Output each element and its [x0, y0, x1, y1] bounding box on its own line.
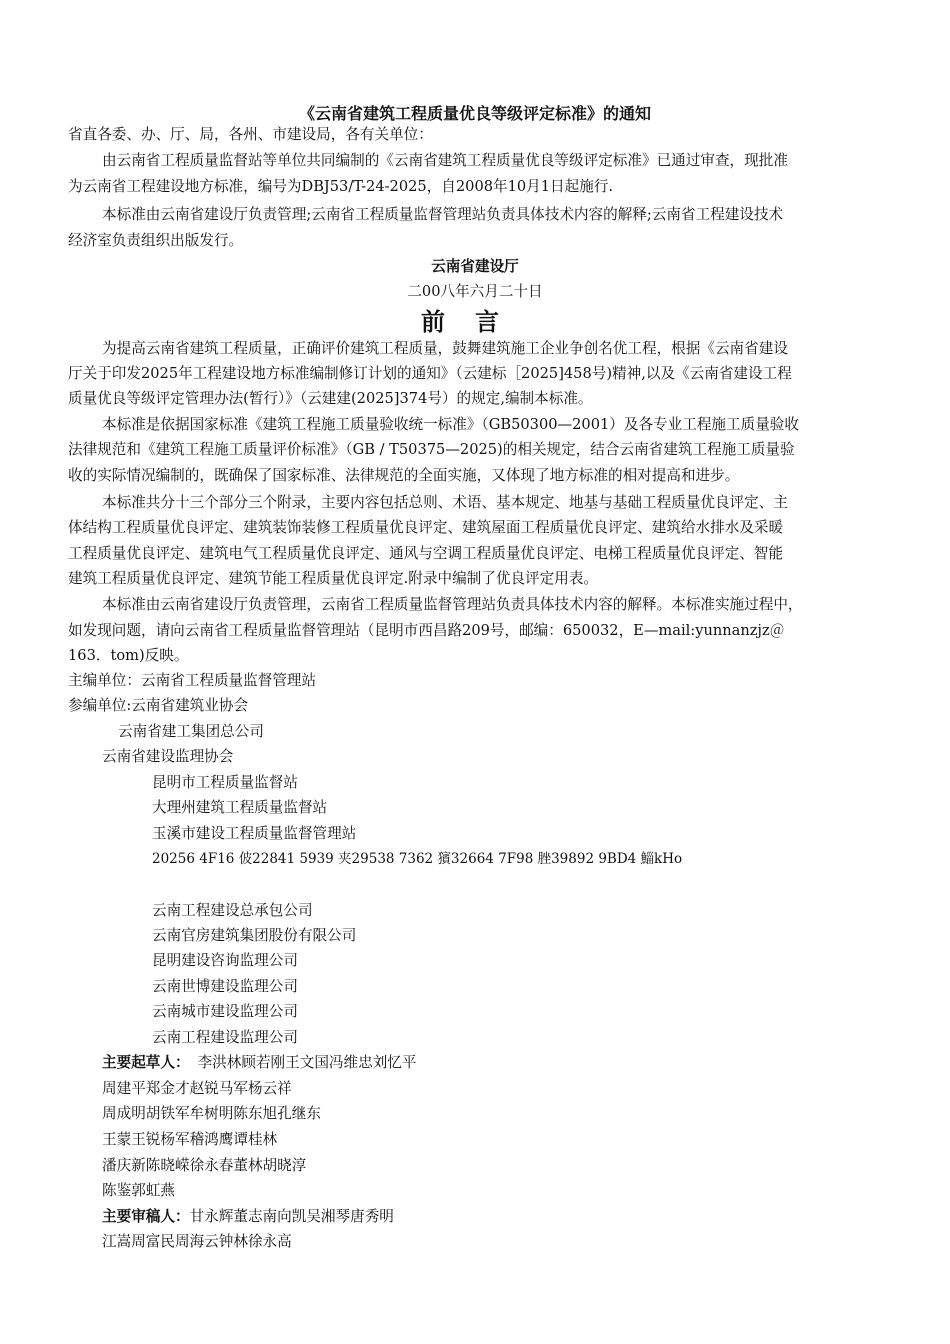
preface-p1-line-3: 质量优良等级评定管理办法(暂行）》（云建建(2025]374号）的规定,编制本标准。 [68, 390, 593, 407]
drafters-line: 潘庆新陈晓嵘徐永春董林胡晓淳 [102, 1157, 307, 1174]
drafters-line: 周建平郑金才赵锐马军杨云祥 [102, 1080, 292, 1097]
participating-unit: 昆明建设咨询监理公司 [152, 952, 298, 969]
participating-unit: 云南工程建设总承包公司 [152, 902, 313, 919]
issue-date: 二00八年六月二十日 [407, 283, 543, 300]
drafters-names: 李洪林顾若刚王文国冯维忠刘忆平 [197, 1054, 417, 1071]
drafters-label: 主要起草人： [102, 1054, 190, 1071]
notice-paragraph-1-line-2: 为云南省工程建设地方标准，编号为DBJ53/T-24-2025，自2008年10月1日起施行. [68, 178, 614, 195]
participating-unit: 云南城市建设监理公司 [152, 1003, 298, 1020]
reviewers-line: 江嵩周富民周海云钟林徐永高 [102, 1233, 292, 1250]
participating-unit: 云南世博建设监理公司 [152, 978, 298, 995]
drafters-line: 周成明胡铁军牟树明陈东旭孔继东 [102, 1105, 321, 1122]
notice-salutation: 省直各委、办、厅、局，各州、市建设局，各有关单位： [68, 126, 433, 143]
issuer: 云南省建设厅 [431, 258, 519, 275]
preface-p3-line-4: 建筑工程质量优良评定、建筑节能工程质量优良评定.附录中编制了优良评定用表。 [68, 570, 599, 587]
preface-heading: 前言 [421, 307, 529, 336]
participating-unit: 云南工程建设监理公司 [152, 1029, 298, 1046]
preface-p4-line-1: 本标准由云南省建设厅负责管理，云南省工程质量监督管理站负责具体技术内容的解释。本标准实施过程中， [102, 596, 803, 613]
preface-p1-line-1: 为提高云南省建筑工程质量，正确评价建筑工程质量，鼓舞建筑施工企业争创名优工程，根据《云南省建设 [102, 340, 788, 357]
chief-editor-unit: 主编单位：云南省工程质量监督管理站 [68, 672, 317, 689]
participating-unit: 云南官房建筑集团股份有限公司 [152, 927, 357, 944]
drafters-row [102, 1053, 417, 1073]
participating-unit: 昆明市工程质量监督站 [152, 774, 298, 791]
preface-p4-line-3: 163．tom)反映。 [68, 647, 189, 664]
drafters-line: 陈鉴郭虹燕 [102, 1182, 175, 1199]
preface-p3-line-2: 体结构工程质量优良评定、建筑装饰装修工程质量优良评定、建筑屋面工程质量优良评定、建筑给水排水及采暖 [68, 519, 784, 536]
participating-unit: 云南省建设监理协会 [102, 748, 234, 765]
participating-units-label: 参编单位:云南省建筑业协会 [68, 697, 249, 714]
reviewers-row [102, 1207, 394, 1227]
drafters-line: 王蒙王锐杨军稽鸿鹰谭桂林 [102, 1131, 278, 1148]
preface-p2-line-3: 收的实际情况编制的，既确保了国家标准、法律规范的全面实施，又体现了地方标准的相对提高和进步。 [68, 467, 740, 484]
preface-p3-line-3: 工程质量优良评定、建筑电气工程质量优良评定、通风与空调工程质量优良评定、电梯工程质量优良评定、智能 [68, 545, 784, 562]
notice-paragraph-2-line-2: 经济室负责组织出版发行。 [68, 232, 244, 249]
preface-p3-line-1: 本标准共分十三个部分三个附录，主要内容包括总则、术语、基本规定、地基与基础工程质量优良评定、主 [102, 494, 788, 511]
participating-unit-garbled: 20256 4F16 佊22841 5939 夹29538 7362 獱32664 7F98 脞39892 9BD4 鯔kHo [152, 851, 683, 867]
preface-p2-line-1: 本标准是依据国家标准《建筑工程施工质量验收统一标准》（GB50300—2001）及各专业工程施工质量验收 [102, 416, 799, 433]
notice-paragraph-1-line-1: 由云南省工程质量监督站等单位共同编制的《云南省建筑工程质量优良等级评定标准》已通过审查，现批准 [102, 152, 788, 169]
participating-unit: 大理州建筑工程质量监督站 [152, 799, 328, 816]
participating-unit: 云南省建工集团总公司 [118, 723, 264, 740]
reviewers-names: 甘永辉董志南向凯吴湘琴唐秀明 [189, 1208, 394, 1225]
reviewers-label: 主要审稿人： [102, 1208, 190, 1225]
notice-paragraph-2-line-1: 本标准由云南省建设厅负责管理;云南省工程质量监督管理站负责具体技术内容的解释;云南省工程建设技术 [102, 206, 784, 223]
preface-p1-line-2: 厅关于印发2025年工程建设地方标准编制修订计划的通知》（云建标［2025]458号)精神,以及《云南省建设工程 [68, 365, 792, 382]
preface-p2-line-2: 法律规范和《建筑工程施工质量评价标准》（GB / T50375—2025)的相关规定，结合云南省建筑工程施工质量验 [68, 441, 795, 458]
notice-title: 《云南省建筑工程质量优良等级评定标准》的通知 [298, 104, 651, 123]
participating-unit: 玉溪市建设工程质量监督管理站 [152, 825, 357, 842]
preface-p4-line-2: 如发现问题，请向云南省工程质量监督管理站（昆明市西昌路209号，邮编：650032，E—mail:yunnanzjz＠ [68, 622, 785, 639]
